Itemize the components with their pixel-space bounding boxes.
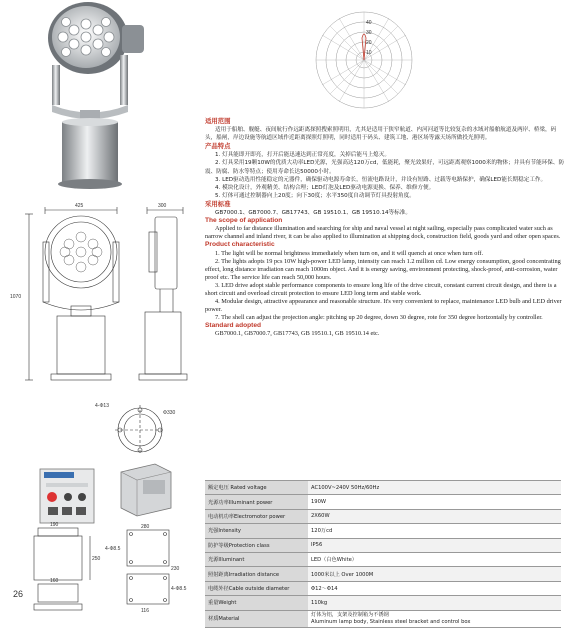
flange-drawing (95, 402, 185, 458)
box2-dim-bottom: 116 (141, 608, 149, 614)
table-row (205, 538, 561, 552)
spec-label: 防护等级Protection class (205, 538, 308, 552)
spec-table (205, 480, 561, 628)
table-row (205, 581, 561, 595)
polar-distribution-diagram (312, 8, 416, 112)
spec-value: 灯体为铝，支架及控制箱为不锈钢 (311, 611, 389, 618)
spec-label: 光强Intensity (205, 524, 308, 538)
spec-label: 电动机功率Electromotor power (205, 509, 308, 523)
feature-en-item: 4. Modular design, attractive appearance and reasonable structure. It's very convenient to replace, maintenance LED bulb and LED driver power. (205, 298, 562, 314)
box2-dim-side2: 4-Φ8.5 (171, 586, 187, 592)
standard-en-heading: Standard adopted (205, 322, 262, 330)
technical-drawing (5, 202, 195, 402)
spec-value: 190W (308, 495, 561, 509)
feature-en-item: 2. The lights adopts 19 pcs 10W high-power LED lamp, intensity can reach 1.2 million cd. Low energy consumption, good concentrating effect, long distance irradiation can reach 1000m object. And it is energy saving, environment protecting, shock-proof, anti-corrosion, water proof etc. The service life can reach 50,000 hours. (205, 257, 561, 281)
spec-value: IP56 (308, 538, 561, 552)
polar-ring-label: 10 (366, 50, 372, 56)
dim-width-top: 425 (75, 203, 84, 209)
spec-label: 光源Illuminant (205, 552, 308, 566)
dim-flange-dia: Φ330 (163, 410, 176, 416)
dim-height: 1070 (10, 294, 22, 300)
table-row (205, 481, 561, 495)
feature-en-item: 7. The shell can adjust the projection angle: pitching up 20 degree, down 30 degree, rote for 350 degree horizontally by controller. (215, 314, 543, 322)
scope-cn-text: 适用于船舶、舰艇、夜间航行作远距离探照搜索照明用，尤其是适用于狭窄航道、内河河道等比较复杂的水域对船舶航道及两岸、桥梁，码头，船闸，岸边设施等航道区域作近距离探照灯照明，同时适用于码头、建筑工地、港区场等露天场所做投光照明。 (205, 127, 557, 142)
table-row (205, 495, 561, 509)
box-drawing-1 (20, 522, 110, 614)
spec-value: Φ12～Φ14 (308, 581, 561, 595)
polar-ring-label: 40 (366, 20, 372, 26)
spec-value: 1000米以上 Over 1000M (308, 567, 561, 581)
polar-ring-label: 30 (366, 30, 372, 36)
scope-en-heading: The scope of application (205, 217, 283, 225)
spec-value: 110kg (308, 596, 561, 610)
box1-dim-bottom: 160 (50, 578, 59, 584)
spec-label: 光源功率Illuminant power (205, 495, 308, 509)
feature-cn-item: 3. LED驱动选用性能稳定的元器件，确保驱动电源寿命长，恒流电路设计，并设有短路、过载等电路保护，确保LED能长期稳定工作。 (215, 176, 547, 183)
control-box-photo-2 (115, 460, 175, 518)
polar-ring-label: 20 (366, 40, 372, 46)
spec-label: 电缆外径Cable outside diameter (205, 581, 308, 595)
feature-en-item: 3. LED drive adopt stable performance components to ensure long life of the drive circuit, constant current circuit design, and there is a short circuit and overload circuit protection to ensure LED long term and stable work. (205, 281, 557, 297)
table-row (205, 567, 561, 581)
box1-dim-right: 250 (92, 556, 101, 562)
spec-value: Aluminum lamp body, Stainless steel bracket and control box (311, 618, 471, 625)
table-row (205, 552, 561, 566)
scope-cn-heading: 适用范围 (205, 118, 231, 125)
dim-bolt-holes: 4-Φ13 (95, 403, 109, 409)
dim-side-width: 300 (158, 203, 167, 209)
text-column (205, 117, 565, 339)
box2-dim-side1: 4-Φ8.5 (105, 546, 121, 552)
feature-cn-item: 5. 灯体可通过控制器向上20度；向下30度；水平350度自动调节灯具投射角度。 (215, 192, 415, 199)
feature-en-item: 1. The light will be normal brightness immediately when turn on, and it will quench at once when turn off. (215, 249, 484, 257)
feature-cn-item: 2. 灯具采用19颗10W的优质大功率LED光源，光强高达120万cd，低能耗，聚光效果好，可远距离观察1000米的物体；并具有节能环保、防震、防腐、防水等特点；使用寿命长达50000小时。 (205, 160, 565, 175)
spec-label: 重量Weight (205, 596, 308, 610)
box-drawing-2 (105, 522, 197, 614)
table-row (205, 524, 561, 538)
spec-value: 2X60W (308, 509, 561, 523)
standard-cn-text: GB7000.1、GB7000.7、GB17743、GB 19510.1、GB 19510.14等标准。 (215, 210, 411, 217)
standard-en-text: GB7000.1, GB7000.7, GB17743, GB 19510.1, GB 19510.14 etc. (215, 330, 380, 338)
box2-dim-right: 230 (171, 566, 180, 572)
box2-dim-top: 280 (141, 524, 150, 530)
spec-label: 材质Material (205, 610, 308, 627)
feature-cn-item: 1. 灯具能即开即亮，打开后能迅速达到正常亮度，关掉后能马上熄灭。 (215, 152, 390, 159)
spec-value: LED（白色White） (308, 552, 561, 566)
page-number: 26 (13, 589, 24, 599)
table-row (205, 509, 561, 523)
spec-label: 额定电压 Rated voltage (205, 481, 308, 495)
product-photo (30, 0, 160, 195)
features-cn-heading: 产品特点 (205, 143, 231, 151)
spec-value: 120万cd (308, 524, 561, 538)
spec-label: 照射距离Irradiation distance (205, 567, 308, 581)
box1-dim-top: 190 (50, 522, 59, 528)
features-en-heading: Product characteristic (205, 241, 275, 249)
feature-cn-item: 4. 模块化设计，外观精美、结构合理；LED灯泡及LED驱动电源更换、保养、维修方便。 (215, 184, 435, 191)
scope-en-text: Applied to far distance illumination and searching for ship and naval vessel at night sailing, especially pass complicated water such as narrow channel and inland river, it can be also applied to illumination at shipping dock, construction field, goods yard and other open spaces. (205, 225, 561, 241)
control-box-photo-1 (38, 467, 96, 527)
table-row (205, 596, 561, 610)
spec-value: AC100V~240V 50Hz/60Hz (308, 481, 561, 495)
standard-cn-heading: 采用标准 (205, 200, 231, 208)
